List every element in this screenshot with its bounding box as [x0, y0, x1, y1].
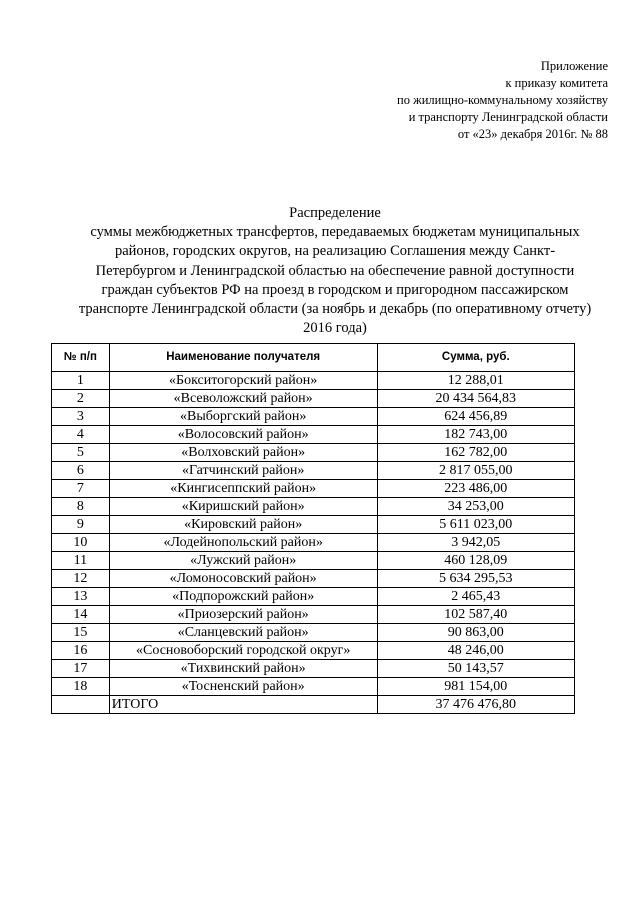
- row-amount: 2 817 055,00: [377, 462, 574, 480]
- row-number: 16: [52, 642, 110, 660]
- row-number: 5: [52, 444, 110, 462]
- table-row: [52, 570, 575, 588]
- table-row: [52, 516, 575, 534]
- row-amount: 223 486,00: [377, 480, 574, 498]
- row-number: 6: [52, 462, 110, 480]
- title-line: районов, городских округов, на реализацию Соглашения между Санкт-: [114, 243, 556, 260]
- recipient-name: «Всеволожский район»: [109, 390, 377, 408]
- total-empty-cell: [52, 696, 110, 714]
- appendix-note: [288, 58, 608, 143]
- table-body: [52, 372, 575, 714]
- row-amount: 3 942,05: [377, 534, 574, 552]
- appendix-note-line: по жилищно-коммунальному хозяйству: [397, 93, 608, 107]
- table-row: [52, 408, 575, 426]
- row-number: 9: [52, 516, 110, 534]
- recipient-name: «Кингисеппский район»: [109, 480, 377, 498]
- row-number: 2: [52, 390, 110, 408]
- recipient-name: «Выборгский район»: [109, 408, 377, 426]
- table-row: [52, 552, 575, 570]
- total-row: [52, 696, 575, 714]
- row-number: 12: [52, 570, 110, 588]
- row-amount: 102 587,40: [377, 606, 574, 624]
- recipient-name: «Ломоносовский район»: [109, 570, 377, 588]
- header-amount: Сумма, руб.: [377, 344, 574, 372]
- total-label: ИТОГО: [109, 696, 377, 714]
- recipient-name: «Приозерский район»: [109, 606, 377, 624]
- recipient-name: «Тихвинский район»: [109, 660, 377, 678]
- appendix-note-line: от «23» декабря 2016г. № 88: [457, 127, 608, 141]
- table-row: [52, 606, 575, 624]
- table-row: [52, 624, 575, 642]
- row-number: 7: [52, 480, 110, 498]
- recipient-name: «Бокситогорский район»: [109, 372, 377, 390]
- table-row: [52, 660, 575, 678]
- title-line: транспорте Ленинградской области (за ноябрь и декабрь (по оперативному отчету): [78, 301, 592, 318]
- title-line: 2016 года): [303, 320, 367, 337]
- row-number: 18: [52, 678, 110, 696]
- row-amount: 50 143,57: [377, 660, 574, 678]
- row-amount: 20 434 564,83: [377, 390, 574, 408]
- recipient-name: «Подпорожский район»: [109, 588, 377, 606]
- recipient-name: «Тосненский район»: [109, 678, 377, 696]
- row-number: 3: [52, 408, 110, 426]
- document-title: [70, 204, 600, 338]
- table-row: [52, 462, 575, 480]
- title-line: Петербургом и Ленинградской областью на обеспечение равной доступности: [95, 262, 575, 279]
- row-number: 15: [52, 624, 110, 642]
- row-number: 4: [52, 426, 110, 444]
- row-amount: 34 253,00: [377, 498, 574, 516]
- recipient-name: «Сосновоборский городской округ»: [109, 642, 377, 660]
- table-row: [52, 444, 575, 462]
- table-row: [52, 588, 575, 606]
- row-amount: 5 611 023,00: [377, 516, 574, 534]
- row-number: 14: [52, 606, 110, 624]
- recipient-name: «Волосовский район»: [109, 426, 377, 444]
- table-row: [52, 480, 575, 498]
- table-row: [52, 498, 575, 516]
- row-amount: 5 634 295,53: [377, 570, 574, 588]
- row-amount: 162 782,00: [377, 444, 574, 462]
- row-amount: 12 288,01: [377, 372, 574, 390]
- row-amount: 48 246,00: [377, 642, 574, 660]
- row-number: 8: [52, 498, 110, 516]
- row-number: 11: [52, 552, 110, 570]
- row-amount: 182 743,00: [377, 426, 574, 444]
- recipient-name: «Сланцевский район»: [109, 624, 377, 642]
- recipient-name: «Гатчинский район»: [109, 462, 377, 480]
- header-recipient: Наименование получателя: [109, 344, 377, 372]
- row-amount: 981 154,00: [377, 678, 574, 696]
- row-number: 13: [52, 588, 110, 606]
- recipient-name: «Лодейнопольский район»: [109, 534, 377, 552]
- table-row: [52, 426, 575, 444]
- table-row: [52, 534, 575, 552]
- row-amount: 2 465,43: [377, 588, 574, 606]
- row-amount: 460 128,09: [377, 552, 574, 570]
- row-number: 10: [52, 534, 110, 552]
- appendix-note-line: и транспорту Ленинградской области: [408, 110, 608, 124]
- row-amount: 624 456,89: [377, 408, 574, 426]
- table-row: [52, 642, 575, 660]
- distribution-table: [51, 343, 575, 714]
- appendix-note-line: к приказу комитета: [505, 76, 608, 90]
- table-header-row: [52, 344, 575, 372]
- row-number: 17: [52, 660, 110, 678]
- recipient-name: «Волховский район»: [109, 444, 377, 462]
- total-amount: 37 476 476,80: [377, 696, 574, 714]
- table-row: [52, 372, 575, 390]
- title-line: суммы межбюджетных трансфертов, передаваемых бюджетам муниципальных: [90, 224, 580, 241]
- title-line: граждан субъектов РФ на проезд в городском и пригородном пассажирском: [101, 281, 569, 298]
- table-row: [52, 678, 575, 696]
- recipient-name: «Кировский район»: [109, 516, 377, 534]
- title-line: Распределение: [289, 205, 381, 221]
- row-number: 1: [52, 372, 110, 390]
- appendix-note-line: Приложение: [540, 59, 608, 73]
- recipient-name: «Киришский район»: [109, 498, 377, 516]
- table-row: [52, 390, 575, 408]
- row-amount: 90 863,00: [377, 624, 574, 642]
- recipient-name: «Лужский район»: [109, 552, 377, 570]
- header-number: № п/п: [52, 344, 110, 372]
